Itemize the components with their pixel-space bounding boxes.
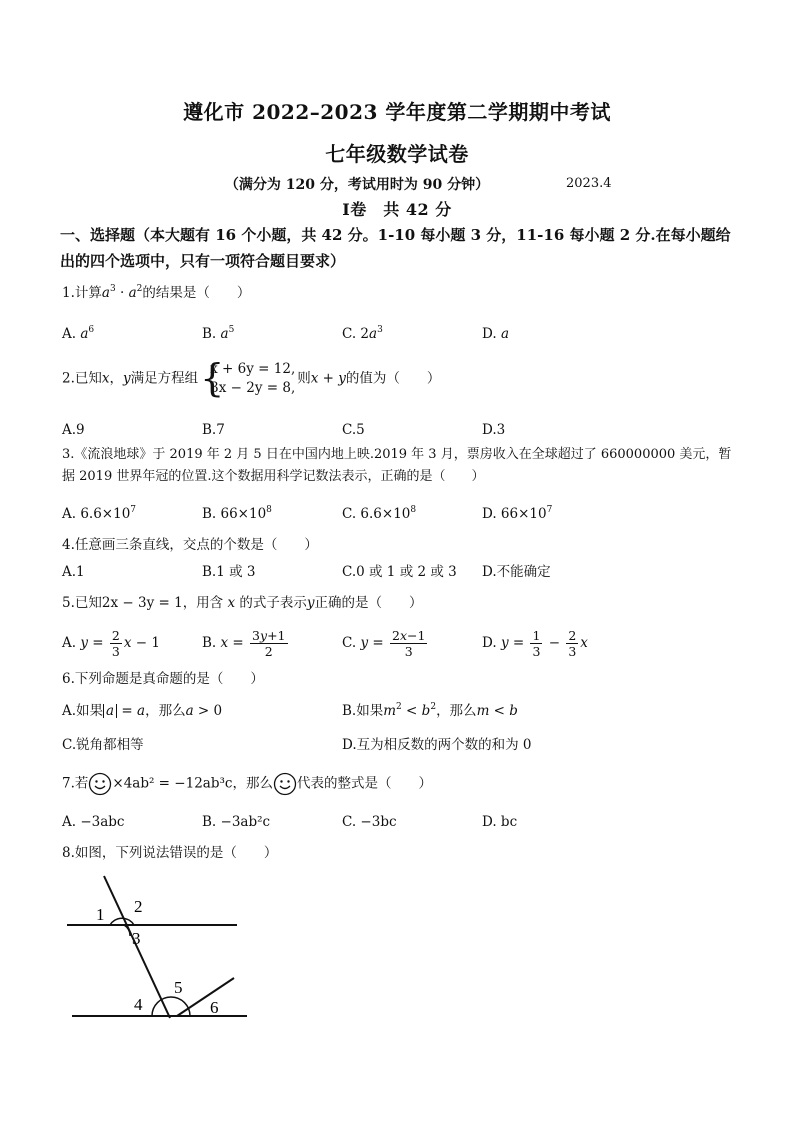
q3-option-a: A. $6.6\times 10^7$ — [62, 505, 137, 522]
question-8: 8.如图，下列说法错误的是（ ） — [62, 845, 278, 861]
smiley-face-icon — [88, 772, 112, 796]
q1-option-c: C. $2a^3$ — [342, 325, 383, 342]
angle-arc-3 — [124, 925, 130, 936]
smiley-face-icon — [273, 772, 297, 796]
question-6: 6.下列命题是真命题的是（ ） — [62, 671, 264, 687]
exam-title: 遵化市 2022–2023 学年度第二学期期中考试 — [183, 100, 611, 124]
exam-date: 2023.4 — [566, 176, 612, 191]
section-heading-line1: 一、选择题（本大题有 16 个小题，共 42 分。1-10 每小题 3 分，11-16 每小题 2 分.在每小题给 — [60, 226, 731, 244]
figure-label-1: 1 — [96, 905, 105, 924]
figure-label-4: 4 — [134, 995, 143, 1014]
angle-arc-1-2 — [110, 918, 134, 925]
question-2: 2.已知x，y满足方程组 { x + 6y = 12, 3x − 2y = 8, 则x + y的值为（ ） — [62, 356, 441, 400]
q6-option-a: A.如果 a = a，那么a > 0 — [62, 703, 223, 719]
q7-option-c: C. −3bc — [342, 814, 397, 830]
question-1: 1.计算$a^3 \cdot a^2$的结果是（ ） — [62, 284, 251, 301]
question-5: 5.已知2x − 3y = 1，用含 x 的式子表示y正确的是（ ） — [62, 595, 423, 611]
q1-option-b: B. $a^5$ — [202, 325, 235, 342]
q2-option-a: A.9 — [62, 422, 85, 438]
section-heading-line2: 出的四个选项中，只有一项符合题目要求） — [60, 252, 346, 270]
q2-option-d: D.3 — [482, 422, 506, 438]
figure-label-3: 3 — [132, 929, 141, 948]
q1-mid: · — [119, 285, 125, 301]
question-7: 7.若 ×4ab² = −12ab³c，那么 代表的整式是（ ） — [62, 772, 742, 796]
q5-option-d: D. y = $\frac{1}{3}$ − $\frac{2}{3}$ x — [482, 628, 588, 659]
q1-lead: 1.计算 — [62, 285, 102, 301]
angle-arc-4-5 — [152, 997, 190, 1016]
q6-option-b: B.如果$m^2 < b^2$，那么m < b — [342, 702, 518, 719]
q6-option-c: C.锐角都相等 — [62, 737, 144, 753]
q4-option-c: C.0 或 1 或 2 或 3 — [342, 564, 457, 580]
q4-option-b: B.1 或 3 — [202, 564, 256, 580]
ray-line — [177, 978, 234, 1016]
q5-option-a: A. y = $\frac{2}{3}$ x − 1 — [62, 628, 160, 659]
q7-option-d: D. bc — [482, 814, 518, 830]
q4-option-d: D.不能确定 — [482, 564, 551, 580]
q5-option-c: C. y = $\frac{2x-1}{3}$ — [342, 628, 426, 659]
figure-label-5: 5 — [174, 978, 183, 997]
q4-option-a: A.1 — [62, 564, 85, 580]
q2-option-c: C.5 — [342, 422, 365, 438]
volume-heading: Ⅰ卷 共 42 分 — [342, 200, 452, 219]
q3-option-d: D. $66\times 10^7$ — [482, 505, 553, 522]
equation-system: { x + 6y = 12, 3x − 2y = 8, — [200, 356, 296, 400]
q5-option-b: B. x = $\frac{3y+1}{2}$ — [202, 628, 286, 659]
q1-option-d: D. a — [482, 326, 509, 342]
figure-label-6: 6 — [210, 998, 219, 1017]
geometry-figure — [62, 868, 252, 1028]
q7-option-b: B. −3ab²c — [202, 814, 271, 830]
exam-subtitle: 七年级数学试卷 — [325, 142, 469, 166]
figure-label-2: 2 — [134, 897, 143, 916]
q6-option-d: D.互为相反数的两个数的和为 0 — [342, 737, 532, 753]
q3-option-c: C. $6.6\times 10^8$ — [342, 505, 417, 522]
q1-end: 的结果是（ ） — [142, 285, 251, 301]
question-3: 3.《流浪地球》于 2019 年 2 月 5 日在中国内地上映.2019 年 3 月，票房收入在全球超过了 660000000 美元，暂 据 2019 世界年冠的位置.这个数据用科学记数法表示，正确的是（ ） — [62, 447, 732, 484]
q7-option-a: A. −3abc — [62, 814, 125, 830]
q1-option-a: A. $a^6$ — [62, 325, 95, 342]
q3-option-b: B. $66\times 10^8$ — [202, 505, 272, 522]
q2-option-b: B.7 — [202, 422, 225, 438]
exam-info: （满分为 120 分，考试用时为 90 分钟） — [224, 177, 490, 193]
question-4: 4.任意画三条直线，交点的个数是（ ） — [62, 537, 318, 553]
section-heading — [60, 222, 740, 274]
